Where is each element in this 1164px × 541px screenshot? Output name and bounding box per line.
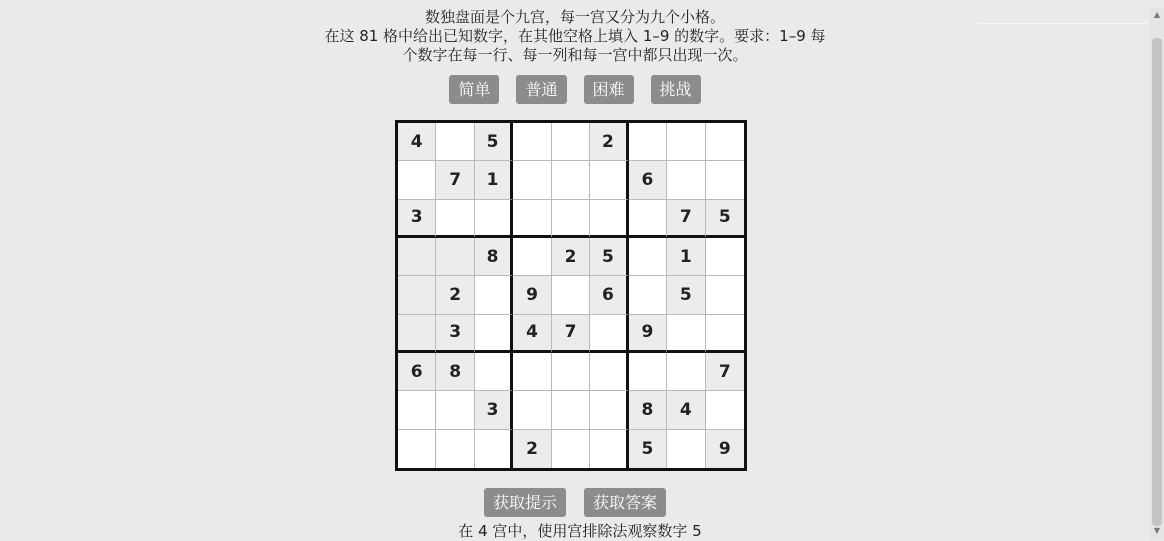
difficulty-buttons [0,75,1150,104]
sudoku-cell-r6c2[interactable]: 3 [436,315,474,353]
sudoku-cell-r1c9[interactable] [706,123,744,161]
sudoku-cell-r4c3[interactable]: 8 [475,238,513,276]
sudoku-cell-r6c8[interactable] [667,315,705,353]
sudoku-cell-r3c3[interactable] [475,200,513,238]
vertical-scrollbar[interactable] [1150,8,1164,540]
sudoku-cell-r1c1[interactable]: 4 [398,123,436,161]
sudoku-cell-r8c6[interactable] [590,391,628,429]
sudoku-cell-r6c4[interactable]: 4 [513,315,551,353]
sudoku-cell-r4c6[interactable]: 5 [590,238,628,276]
sudoku-cell-r8c8[interactable]: 4 [667,391,705,429]
sudoku-cell-r6c1[interactable] [398,315,436,353]
triangle-up-icon[interactable]: ▲ [1153,10,1161,19]
sudoku-cell-r2c7[interactable]: 6 [629,161,667,199]
sudoku-board [395,120,747,471]
sudoku-cell-r2c5[interactable] [552,161,590,199]
sudoku-cell-r2c9[interactable] [706,161,744,199]
sudoku-cell-r1c5[interactable] [552,123,590,161]
sudoku-cell-r2c6[interactable] [590,161,628,199]
description [0,8,1150,65]
sudoku-cell-r3c6[interactable] [590,200,628,238]
sudoku-cell-r9c2[interactable] [436,430,474,468]
description-line-1: 数独盘面是个九宫，每一宫又分为九个小格。 [424,8,725,26]
level-normal-button[interactable]: 普通 [516,75,566,104]
sudoku-cell-r7c6[interactable] [590,353,628,391]
sudoku-cell-r6c7[interactable]: 9 [629,315,667,353]
get-hint-button[interactable]: 获取提示 [484,488,566,517]
sudoku-cell-r9c1[interactable] [398,430,436,468]
sudoku-cell-r2c2[interactable]: 7 [436,161,474,199]
sudoku-cell-r8c2[interactable] [436,391,474,429]
sudoku-cell-r5c1[interactable] [398,276,436,314]
sudoku-cell-r8c5[interactable] [552,391,590,429]
sudoku-cell-r7c9[interactable]: 7 [706,353,744,391]
divider [978,23,1148,24]
sudoku-cell-r9c9[interactable]: 9 [706,430,744,468]
sudoku-cell-r5c4[interactable]: 9 [513,276,551,314]
sudoku-cell-r4c5[interactable]: 2 [552,238,590,276]
sudoku-cell-r7c2[interactable]: 8 [436,353,474,391]
sudoku-cell-r6c5[interactable]: 7 [552,315,590,353]
sudoku-cell-r3c5[interactable] [552,200,590,238]
sudoku-cell-r8c3[interactable]: 3 [475,391,513,429]
sudoku-cell-r5c8[interactable]: 5 [667,276,705,314]
sudoku-cell-r8c1[interactable] [398,391,436,429]
sudoku-cell-r2c3[interactable]: 1 [475,161,513,199]
description-line-2: 在这 81 格中给出已知数字，在其他空格上填入 1–9 的数字。要求：1–9 每 [324,27,826,45]
sudoku-cell-r6c9[interactable] [706,315,744,353]
sudoku-cell-r3c9[interactable]: 5 [706,200,744,238]
sudoku-cell-r4c7[interactable] [629,238,667,276]
level-challenge-button[interactable]: 挑战 [651,75,701,104]
sudoku-cell-r5c3[interactable] [475,276,513,314]
sudoku-cell-r9c6[interactable] [590,430,628,468]
sudoku-cell-r1c3[interactable]: 5 [475,123,513,161]
sudoku-cell-r8c4[interactable] [513,391,551,429]
sudoku-cell-r6c3[interactable] [475,315,513,353]
sudoku-cell-r9c7[interactable]: 5 [629,430,667,468]
sudoku-cell-r5c7[interactable] [629,276,667,314]
sudoku-cell-r4c8[interactable]: 1 [667,238,705,276]
triangle-down-icon[interactable]: ▼ [1153,526,1161,535]
sudoku-cell-r8c7[interactable]: 8 [629,391,667,429]
sudoku-cell-r9c3[interactable] [475,430,513,468]
sudoku-cell-r7c8[interactable] [667,353,705,391]
sudoku-cell-r5c6[interactable]: 6 [590,276,628,314]
sudoku-cell-r2c8[interactable] [667,161,705,199]
get-answer-button[interactable]: 获取答案 [584,488,666,517]
sudoku-cell-r7c5[interactable] [552,353,590,391]
sudoku-cell-r4c4[interactable] [513,238,551,276]
scrollbar-thumb[interactable] [1152,38,1162,526]
sudoku-cell-r1c6[interactable]: 2 [590,123,628,161]
action-buttons [0,488,1150,517]
level-easy-button[interactable]: 简单 [449,75,499,104]
sudoku-cell-r8c9[interactable] [706,391,744,429]
sudoku-cell-r7c1[interactable]: 6 [398,353,436,391]
sudoku-cell-r9c5[interactable] [552,430,590,468]
sudoku-cell-r5c5[interactable] [552,276,590,314]
sudoku-cell-r1c7[interactable] [629,123,667,161]
sudoku-cell-r3c1[interactable]: 3 [398,200,436,238]
sudoku-cell-r2c1[interactable] [398,161,436,199]
sudoku-cell-r5c2[interactable]: 2 [436,276,474,314]
level-hard-button[interactable]: 困难 [584,75,634,104]
sudoku-cell-r4c9[interactable] [706,238,744,276]
sudoku-cell-r2c4[interactable] [513,161,551,199]
sudoku-cell-r7c7[interactable] [629,353,667,391]
sudoku-cell-r5c9[interactable] [706,276,744,314]
sudoku-cell-r6c6[interactable] [590,315,628,353]
sudoku-cell-r7c3[interactable] [475,353,513,391]
sudoku-cell-r1c4[interactable] [513,123,551,161]
description-line-3: 个数字在每一行、每一列和每一宫中都只出现一次。 [402,46,748,64]
sudoku-cell-r9c8[interactable] [667,430,705,468]
sudoku-cell-r3c4[interactable] [513,200,551,238]
sudoku-cell-r9c4[interactable]: 2 [513,430,551,468]
sudoku-cell-r4c1[interactable] [398,238,436,276]
sudoku-cell-r1c2[interactable] [436,123,474,161]
sudoku-cell-r3c2[interactable] [436,200,474,238]
sudoku-cell-r3c8[interactable]: 7 [667,200,705,238]
sudoku-cell-r7c4[interactable] [513,353,551,391]
sudoku-cell-r4c2[interactable] [436,238,474,276]
sudoku-cell-r3c7[interactable] [629,200,667,238]
hint-text: 在 4 宫中，使用宫排除法观察数字 5 [458,522,702,540]
sudoku-cell-r1c8[interactable] [667,123,705,161]
